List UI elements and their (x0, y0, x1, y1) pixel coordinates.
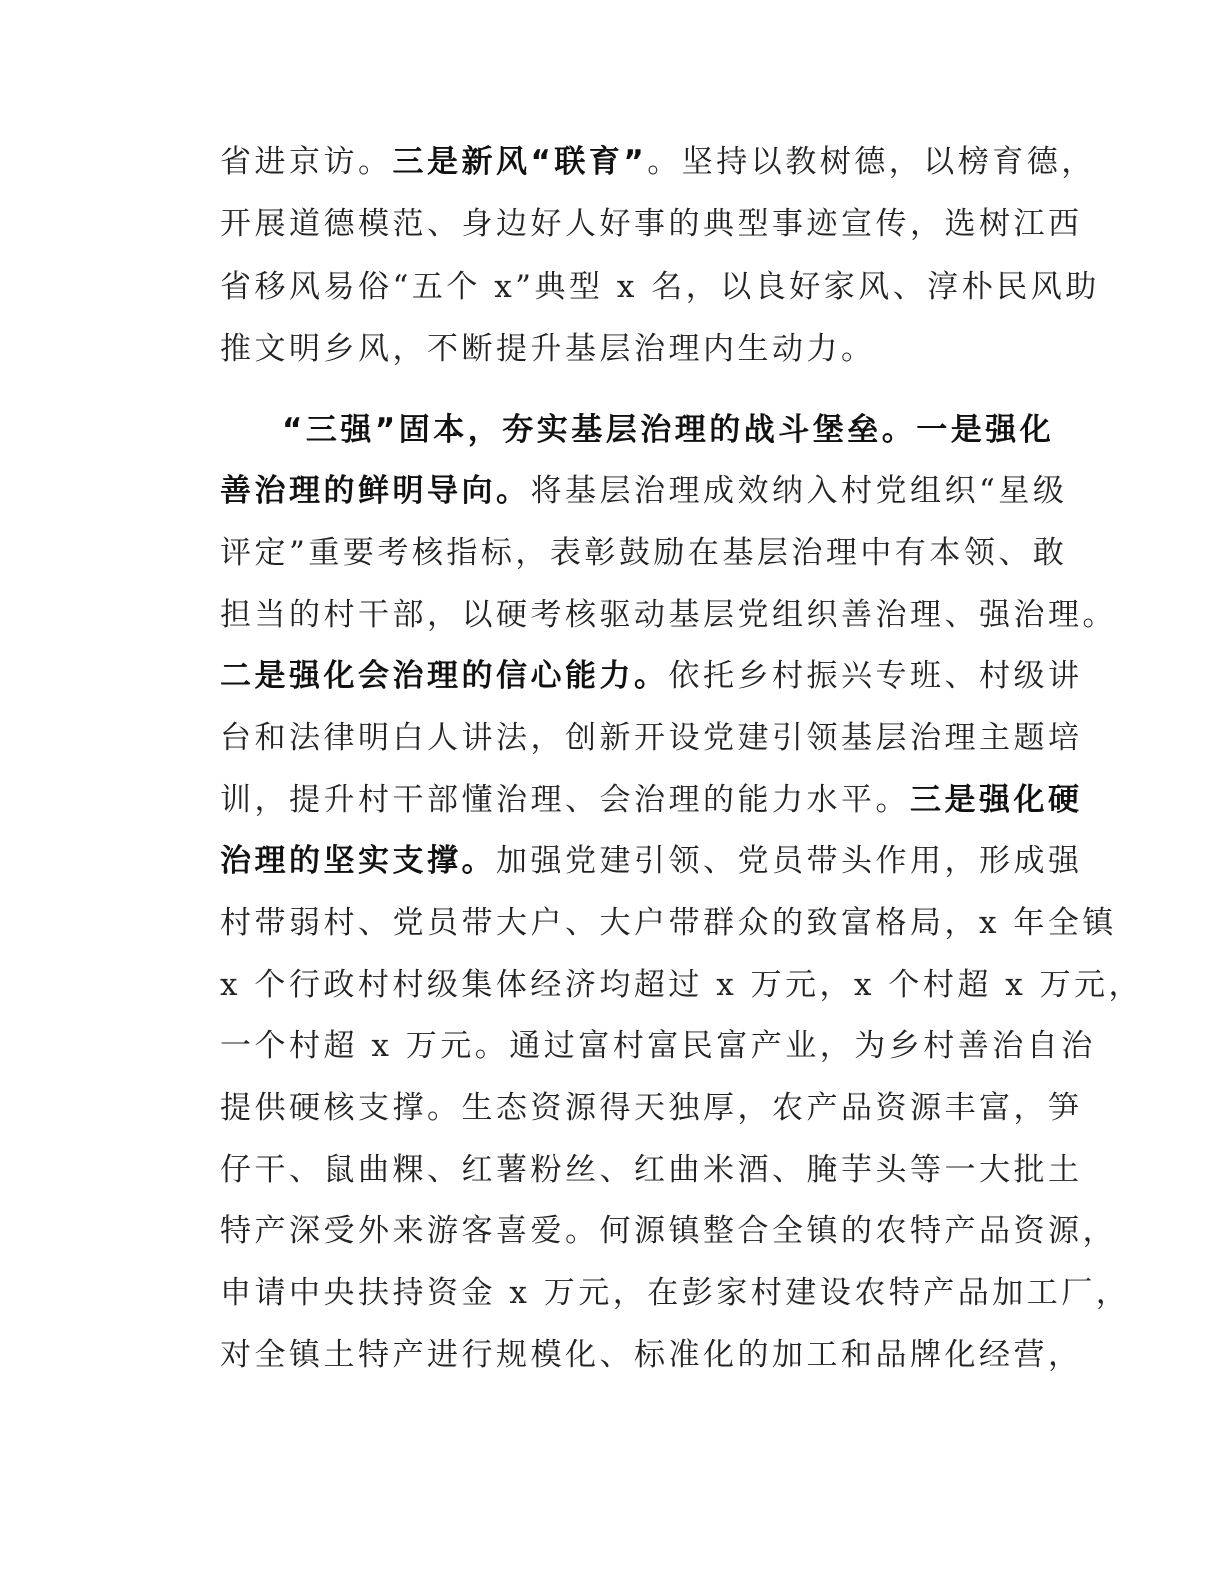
bold-heading-run: 三是新风“联育” (392, 144, 648, 180)
text-line: 省移风易俗“五个 x”典型 x 名，以良好家风、淳朴民风助 (220, 269, 1100, 305)
text-run: 将基层治理成效纳入村党组织“星级 (530, 473, 1068, 509)
bold-heading-run: 治理的坚实支撑。 (220, 843, 496, 879)
text-line (220, 139, 1096, 185)
text-line: 一个村超 x 万元。通过富村富民富产业，为乡村善治自治 (220, 1028, 1096, 1064)
text-line: 申请中央扶持资金 x 万元，在彭家村建设农特产品加工厂， (220, 1275, 1131, 1311)
text-run: 训，提升村干部懂治理、会治理的能力水平。 (220, 782, 910, 818)
bold-heading-run: 三是强化硬 (910, 782, 1083, 818)
text-line: 推文明乡风，不断提升基层治理内生动力。 (220, 331, 876, 367)
text-line: 对全镇土特产进行规模化、标准化的加工和品牌化经营， (220, 1337, 1083, 1373)
text-line: x 个行政村村级集体经济均超过 x 万元，x 个村超 x 万元， (220, 967, 1144, 1003)
text-line: 开展道德模范、身边好人好事的典型事迹宣传，选树江西 (220, 206, 1083, 242)
text-run: 。坚持以教树德，以榜育德， (647, 144, 1096, 180)
text-line: 台和法律明白人讲法，创新开设党建引领基层治理主题培 (220, 720, 1083, 756)
text-line (220, 653, 1083, 699)
text-line (220, 777, 1083, 823)
text-run: 省进京访。 (220, 144, 393, 180)
text-line (220, 468, 1068, 514)
text-line: 担当的村干部，以硬考核驱动基层党组织善治理、强治理。 (220, 597, 1117, 633)
bold-heading-run: 善治理的鲜明导向。 (220, 473, 531, 509)
text-line: 提供硬核支撑。生态资源得天独厚，农产品资源丰富，笋 (220, 1090, 1083, 1126)
text-run: 依托乡村振兴专班、村级讲 (668, 658, 1083, 694)
text-line: 仔干、鼠曲粿、红薯粉丝、红曲米酒、腌芋头等一大批土 (220, 1152, 1083, 1188)
text-line: 评定”重要考核指标，表彰鼓励在基层治理中有本领、敢 (220, 535, 1068, 571)
text-line: 村带弱村、党员带大户、大户带群众的致富格局，x 年全镇 (220, 905, 1117, 941)
bold-heading-run: 二是强化会治理的信心能力。 (220, 658, 669, 694)
text-run: 加强党建引领、党员带头作用，形成强 (496, 843, 1083, 879)
text-line (220, 407, 1055, 453)
text-line (220, 838, 1083, 884)
text-line: 特产深受外来游客喜爱。何源镇整合全镇的农特产品资源， (220, 1213, 1117, 1249)
bold-heading-run: “三强”固本，夯实基层治理的战斗堡垒。一是强化 (282, 412, 1055, 448)
